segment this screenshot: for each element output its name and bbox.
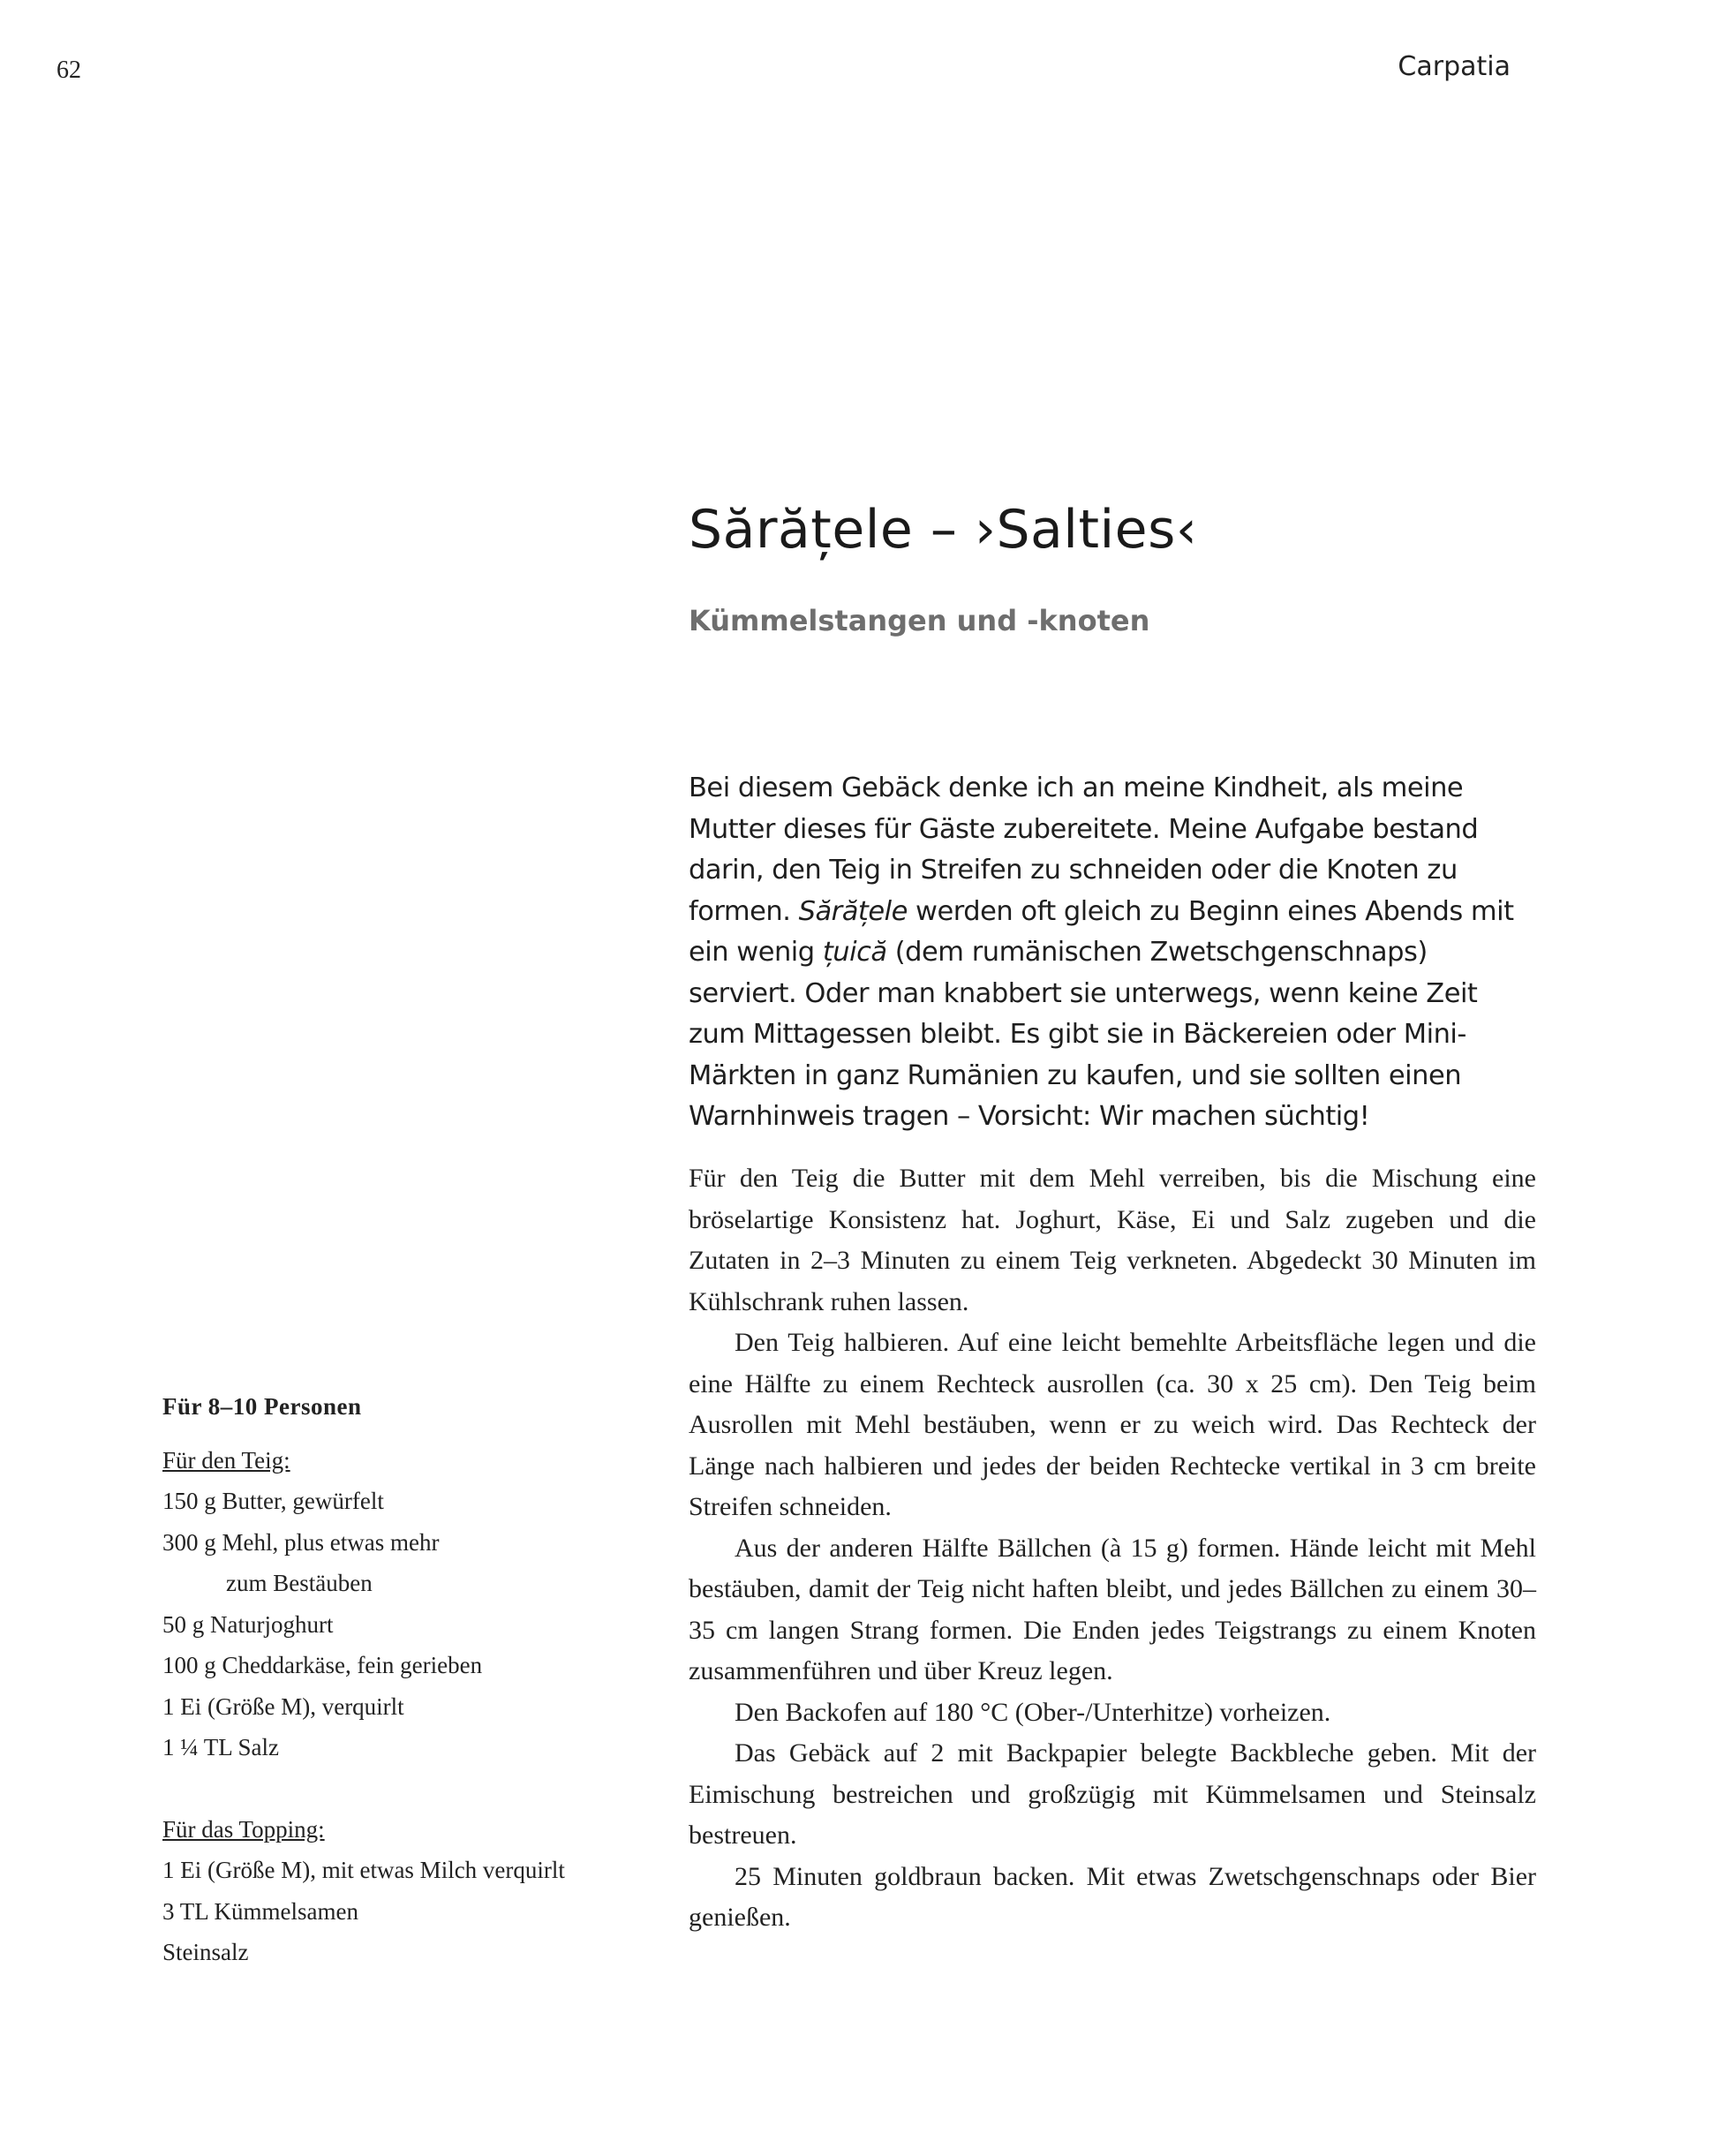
ingredients-panel — [162, 1386, 657, 1973]
recipe-subtitle: Kümmelstangen und -knoten — [689, 604, 1150, 637]
ingredient-item: 150 g Butter, gewürfelt — [162, 1488, 384, 1514]
method-text — [689, 1158, 1536, 1939]
recipe-title: Sărățele – ›Salties‹ — [689, 499, 1198, 561]
topping-ingredient-list — [162, 1850, 657, 1973]
ingredient-item: 300 g Mehl, plus etwas mehr — [162, 1528, 440, 1556]
topping-heading: Für das Topping: — [162, 1815, 325, 1843]
intro-paragraph — [689, 768, 1536, 1138]
ingredient-item: 1 ¼ TL Salz — [162, 1734, 279, 1760]
method-step: Das Gebäck auf 2 mit Backpapier belegte Backbleche geben. Mit der Eimischung bestreichen und großzügig mit Kümmelsamen und Steinsalz bestreuen. — [689, 1738, 1536, 1850]
method-step: Den Teig halbieren. Auf eine leicht bemehlte Arbeitsfläche legen und die eine Hälfte zu einem Rechteck ausrollen (ca. 30 x 25 cm). Den Teig beim Ausrollen mit Mehl bestäuben, wenn er zu weich wird. Das Rechteck der Länge nach halbieren und jedes der beiden Rechtecke vertikal in 3 cm breite Streifen schneiden. — [689, 1328, 1536, 1521]
ingredient-item: 1 Ei (Größe M), mit etwas Milch verquirlt — [162, 1857, 565, 1883]
intro-text-2: werden oft gleich zu Beginn eines Abends mit ein wenig — [689, 895, 1514, 968]
ingredient-item: 3 TL Kümmelsamen — [162, 1897, 358, 1925]
page-number: 62 — [57, 57, 81, 84]
method-step: Aus der anderen Hälfte Bällchen (à 15 g) formen. Hände leicht mit Mehl bestäuben, damit der Teig nicht haften bleibt, und jedes Bällchen zu einem 30–35 cm langen Strang formen. Die Enden jedes Teigstrangs zu einem Knoten zusammenführen und über Kreuz legen. — [689, 1533, 1536, 1685]
intro-text-1: Bei diesem Gebäck denke ich an meine Kindheit, als meine Mutter dieses für Gäste zubereitete. Meine Aufgabe bestand darin, den Teig in Streifen zu schneiden oder die Knoten zu formen. — [689, 773, 1479, 927]
ingredient-item: 50 g Naturjoghurt — [162, 1610, 334, 1638]
servings-label: Für 8–10 Personen — [162, 1393, 362, 1420]
running-head: Carpatia — [1398, 51, 1511, 82]
intro-emphasis-tuica: țuică — [822, 937, 887, 968]
ingredient-item: 100 g Cheddarkäse, fein gerieben — [162, 1652, 483, 1678]
ingredient-item: 1 Ei (Größe M), verquirlt — [162, 1692, 404, 1720]
intro-emphasis-saratele: Sărățele — [798, 895, 908, 927]
ingredient-item: Steinsalz — [162, 1939, 249, 1965]
dough-ingredient-list — [162, 1481, 657, 1768]
intro-text-3: (dem rumänischen Zwetschgenschnaps) serviert. Oder man knabbert sie unterwegs, wenn keine Zeit zum Mittagessen bleibt. Es gibt sie in Bäckereien oder Mini-Märkten in ganz Rumänien zu kaufen, und sie sollten einen Warnhinweis tragen – Vorsicht: Wir machen süchtig! — [689, 937, 1478, 1132]
ingredient-item-continuation: zum Bestäuben — [226, 1570, 373, 1596]
method-step: Den Backofen auf 180 °C (Ober-/Unterhitze) vorheizen. — [735, 1697, 1331, 1727]
dough-heading: Für den Teig: — [162, 1446, 290, 1474]
method-step: Für den Teig die Butter mit dem Mehl verreiben, bis die Mischung eine bröselartige Konsistenz hat. Joghurt, Käse, Ei und Salz zugeben und die Zutaten in 2–3 Minuten zu einem Teig verkneten. Abgedeckt 30 Minuten im Kühlschrank ruhen lassen. — [689, 1164, 1536, 1316]
method-step: 25 Minuten goldbraun backen. Mit etwas Zwetschgenschnaps oder Bier genießen. — [689, 1861, 1536, 1932]
